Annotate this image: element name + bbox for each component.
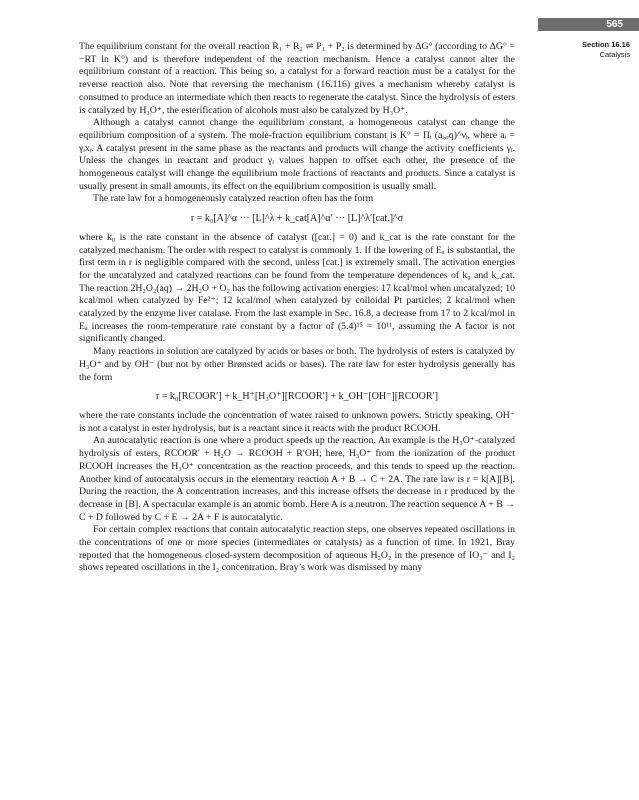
page-number: 565 [606, 19, 623, 30]
page-number-bar [538, 18, 639, 31]
paragraph-rate-constants-water: where the rate constants include the concentration of water raised to unknown powers. Strictly speaking, OH⁻ is not a catalyst in ester hydrolysis, but is a reactant since it reacts with the product RCOOH. [79, 409, 515, 434]
paragraph-acid-base-catalysis: Many reactions in solution are catalyzed by acids or bases or both. The hydrolysis of esters is catalyzed by H₃O⁺ and by OH⁻ (but not by other Brønsted acids or bases). The rate law for ester hydrolysis generally has the form [79, 346, 515, 383]
paragraph-oscillating-reactions: For certain complex reactions that contain autocatalytic reaction steps, one observes repeated oscillations in the concentrations of one or more species (intermediates or catalysts) as a function of time. In 1921, Bray reported that the homogeneous closed-system decomposition of aqueous H₂O₂ in the presence of IO₃⁻ and I₂ shows repeated oscillations in the I₂ concentration. Bray’s work was dismissed by many [79, 524, 515, 574]
equation-ester-hydrolysis-rate-law: r = k₀[RCOOR′] + k_H⁺[H₃O⁺][RCOOR′] + k_OH⁻[OH⁻][RCOOR′] [155, 391, 439, 403]
body-text [79, 41, 515, 575]
equation-catalyzed-rate-law: r = k₀[A]^α ··· [L]^λ + k_cat[A]^α′ ··· [L]^λ′[cat.]^σ [190, 213, 404, 225]
paragraph-autocatalytic-reaction: An autocatalytic reaction is one where a product speeds up the reaction. An example is the H₃O⁺-catalyzed hydrolysis of esters, RCOOR′ + H₂O → RCOOH + R′OH; here, H₃O⁺ from the ionization of the product RCOOH increases the H₃O⁺ concentration as the reaction proceeds, and this tends to speed up the reaction. Another kind of autocatalysis occurs in the elementary reaction A + B → C + 2A. The rate law is r = k[A][B]. During the reaction, the A concentration increases, and this increase offsets the decrease in r produced by the decrease in [B]. A spectacular example is an atomic bomb. Here A is a neutron. The reaction sequence A + B → C + D followed by C + E → 2A + F is autocatalytic. [79, 435, 515, 523]
paragraph-rate-constants: where k₀ is the rate constant in the absence of catalyst ([cat.] = 0) and k_cat is the rate constant for the catalyzed mechanism. The order with respect to catalyst is commonly 1. If the lowering of Eₐ is substantial, the first term in r is negligible compared with the second, unless [cat.] is extremely small. The activation energies for the uncatalyzed and catalyzed reactions can be found from the temperature dependences of k₀ and k_cat. The reaction 2H₂O₂(aq) → 2H₂O + O₂ has the following activation energies: 17 kcal/mol when uncatalyzed; 10 kcal/mol when catalyzed by Fe²⁺; 12 kcal/mol when catalyzed by colloidal Pt particles; 2 kcal/mol when catalyzed by the enzyme liver catalase. From the last example in Sec. 16.8, a decrease from 17 to 2 kcal/mol in Eₐ increases the room-temperature rate constant by a factor of (5.4)¹⁵ = 10¹¹, assuming the A factor is not significantly changed. [79, 231, 515, 345]
section-label: Section 16.16 [582, 40, 630, 49]
paragraph-equilibrium-composition: Although a catalyst cannot change the equilibrium constant, a homogeneous catalyst can change the equilibrium composition of a system. The mole-fraction equilibrium constant is K° = Πᵢ (aᵢ,ₑq)^νᵢ, where aᵢ = γᵢxᵢ. A catalyst present in the same phase as the reactants and products will change the activity coefficients γᵢ. Unless the changes in reactant and product γᵢ values happen to offset each other, the presence of the homogeneous catalyst will change the equilibrium mole fractions of reactants and products. Since a catalyst is usually present in small amounts, its effect on the equilibrium composition is usually small. [79, 117, 515, 192]
section-heading [556, 40, 630, 60]
paragraph-equilibrium-constant: The equilibrium constant for the overall reaction R₁ + R₂ ⇌ P₁ + P₂ is determined by ΔG° (according to ΔG° = −RT ln K°) and is therefore independent of the reaction mechanism. Hence a catalyst cannot alter the equilibrium constant of a reaction. This being so, a catalyst for a forward reaction must be a catalyst for the reverse reaction also. Note that reversing the mechanism (16.116) gives a mechanism whereby catalyst is consumed to produce an intermediate which then reacts to regenerate the catalyst. Since the hydrolysis of esters is catalyzed by H₃O⁺, the esterification of alcohols must also be catalyzed by H₃O⁺. [79, 41, 515, 116]
section-title: Catalysis [599, 50, 630, 59]
paragraph-rate-law-intro: The rate law for a homogeneously catalyzed reaction often has the form [93, 193, 374, 205]
